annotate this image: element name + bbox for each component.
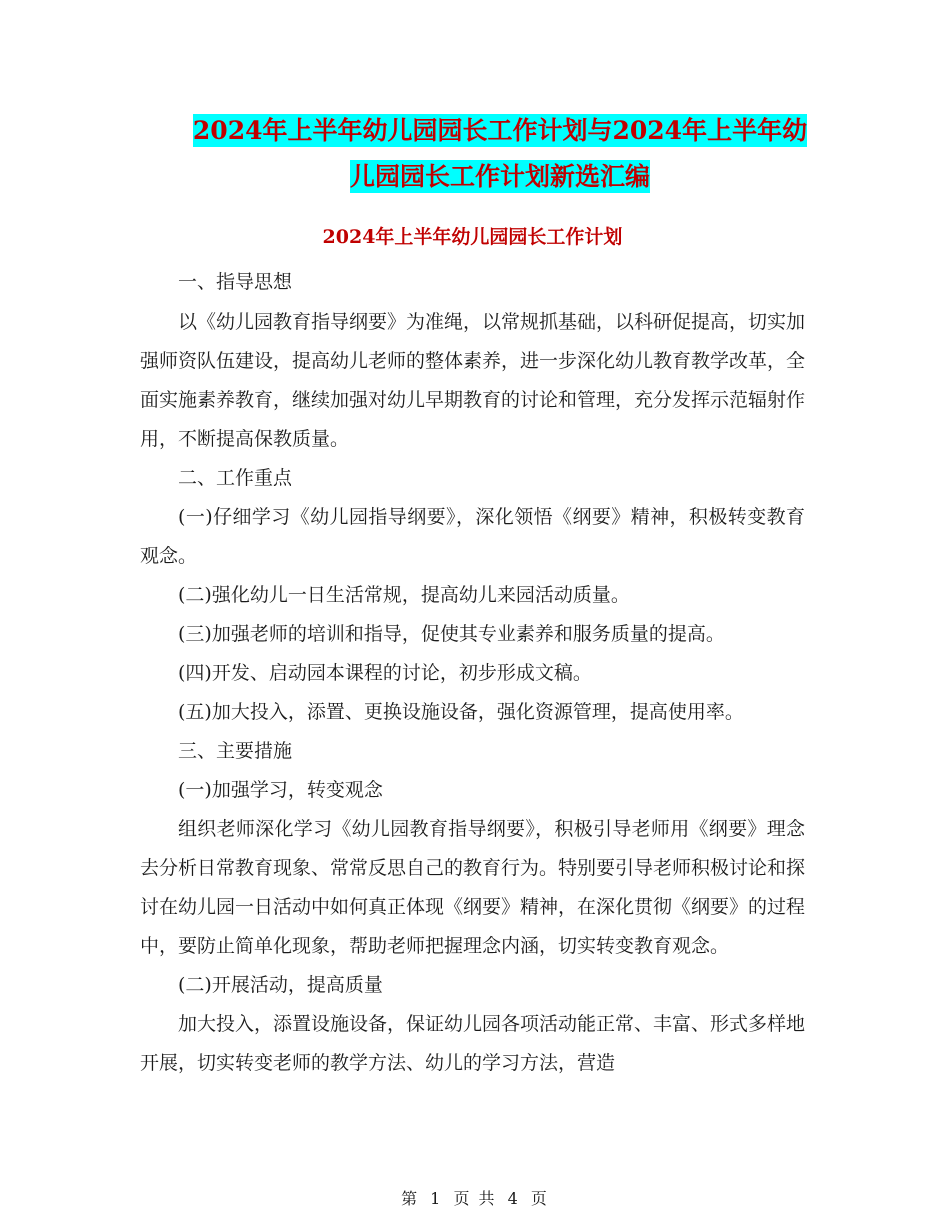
page-footer <box>0 1186 950 1209</box>
current-page-number: 1 <box>430 1189 443 1208</box>
total-pages-number: 4 <box>507 1189 520 1208</box>
main-title-line-1: 2024年上半年幼儿园园长工作计划与2024年上半年幼 <box>192 116 808 145</box>
footer-suffix: 页 <box>530 1189 549 1208</box>
subheading-measure-2: (二)开展活动，提高质量 <box>178 974 383 996</box>
list-item-focus-3: (三)加强老师的培训和指导，促使其专业素养和服务质量的提高。 <box>178 623 725 645</box>
document-main-title <box>140 108 860 200</box>
list-item-focus-5: (五)加大投入，添置、更换设施设备，强化资源管理，提高使用率。 <box>178 701 744 723</box>
list-item-focus-1: (一)仔细学习《幼儿园指导纲要》，深化领悟《纲要》精神，积极转变教育观念。 <box>140 506 805 567</box>
heading-main-measures: 三、主要措施 <box>178 740 293 762</box>
footer-prefix: 第 <box>401 1189 420 1208</box>
paragraph-measure-1: 组织老师深化学习《幼儿园教育指导纲要》，积极引导老师用《纲要》理念去分析日常教育现象、常常反思自己的教育行为。特别要引导老师积极讨论和探讨在幼儿园一日活动中如何真正体现《纲要》精神，在深化贯彻《纲要》的过程中，要防止简单化现象，帮助老师把握理念内涵，切实转变教育观念。 <box>140 818 806 957</box>
list-item-focus-2: (二)强化幼儿一日生活常规，提高幼儿来园活动质量。 <box>178 584 630 606</box>
section-title: 2024年上半年幼儿园园长工作计划 <box>322 226 623 248</box>
list-item-focus-4: (四)开发、启动园本课程的讨论，初步形成文稿。 <box>178 662 592 684</box>
subheading-measure-1: (一)加强学习，转变观念 <box>178 779 383 801</box>
footer-mid: 页 共 <box>453 1189 497 1208</box>
document-body <box>140 270 805 1083</box>
heading-guiding-ideology: 一、指导思想 <box>178 271 293 293</box>
main-title-line-2: 儿园园长工作计划新选汇编 <box>349 162 650 191</box>
paragraph-guiding-ideology: 以《幼儿园教育指导纲要》为准绳，以常规抓基础，以科研促提高，切实加强师资队伍建设，提高幼儿老师的整体素养，进一步深化幼儿教育教学改革，全面实施素养教育，继续加强对幼儿早期教育的讨论和管理，充分发挥示范辐射作用，不断提高保教质量。 <box>140 311 806 450</box>
paragraph-measure-2: 加大投入，添置设施设备，保证幼儿园各项活动能正常、丰富、形式多样地开展，切实转变老师的教学方法、幼儿的学习方法，营造 <box>140 1013 806 1074</box>
heading-work-focus: 二、工作重点 <box>178 467 293 489</box>
